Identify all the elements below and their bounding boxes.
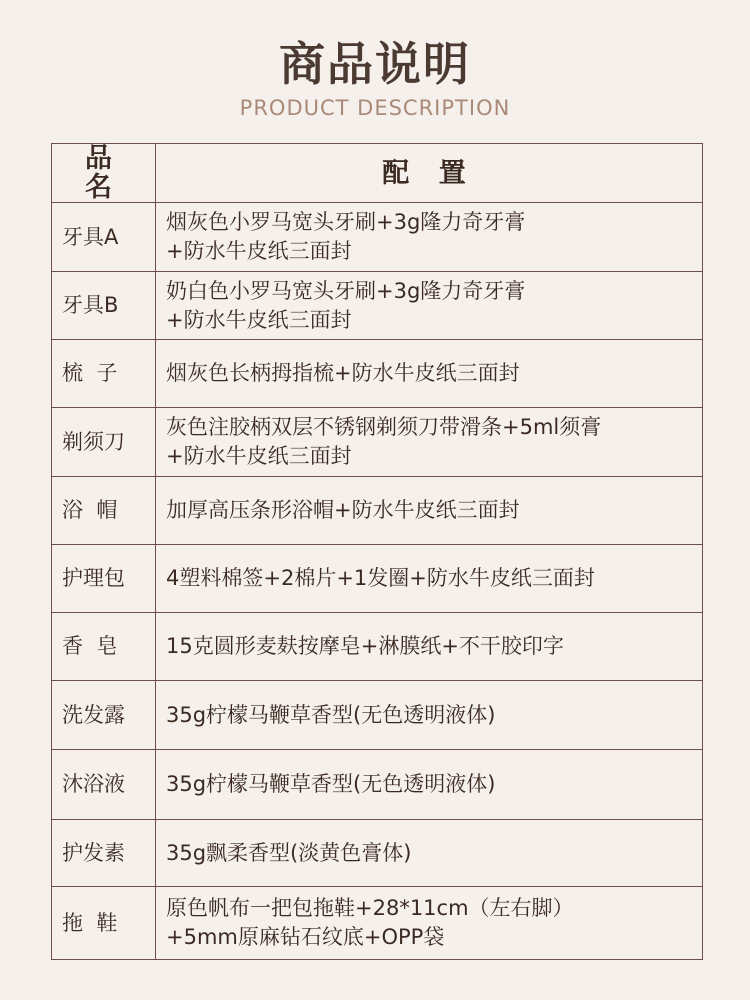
item-config-line: 15克圆形麦麸按摩皂+淋膜纸+不干胶印字 xyxy=(166,634,564,658)
item-name: 拖 鞋 xyxy=(62,910,118,935)
item-config-cell xyxy=(156,545,703,613)
item-name-cell xyxy=(52,203,156,272)
item-config-line: 35g柠檬马鞭草香型(无色透明液体) xyxy=(166,702,496,727)
item-name: 梳 子 xyxy=(62,361,118,385)
item-config-line: 加厚高压条形浴帽+防水牛皮纸三面封 xyxy=(166,498,520,522)
item-config-cell xyxy=(156,272,703,340)
item-config-line: 奶白色小罗马宽头牙刷+3g隆力奇牙膏 xyxy=(166,278,526,303)
item-config-line: 35g飘柔香型(淡黄色膏体) xyxy=(166,840,412,865)
page-subtitle: PRODUCT DESCRIPTION xyxy=(239,96,511,120)
item-config-cell xyxy=(156,408,703,477)
product-spec-table xyxy=(51,143,703,960)
item-config-cell xyxy=(156,477,703,545)
item-config-line: +防水牛皮纸三面封 xyxy=(166,239,352,263)
table-header-row xyxy=(52,144,703,203)
item-name-cell xyxy=(52,545,156,613)
item-name-cell xyxy=(52,887,156,960)
item-name-cell xyxy=(52,477,156,545)
table-row xyxy=(52,750,703,820)
item-config-cell xyxy=(156,203,703,272)
page-title: 商品说明 xyxy=(279,37,471,91)
table-row xyxy=(52,545,703,613)
item-name: 浴 帽 xyxy=(62,498,118,522)
item-config-cell xyxy=(156,681,703,750)
item-config-line: 35g柠檬马鞭草香型(无色透明液体) xyxy=(166,772,496,796)
table-row xyxy=(52,272,703,340)
item-config-line: 烟灰色小罗马宽头牙刷+3g隆力奇牙膏 xyxy=(166,210,526,234)
item-config-cell xyxy=(156,887,703,960)
item-name-cell xyxy=(52,681,156,750)
table-row xyxy=(52,613,703,681)
table-row xyxy=(52,887,703,960)
column-header-name: 品 名 xyxy=(52,144,156,203)
item-name-cell xyxy=(52,820,156,887)
item-config-line: +防水牛皮纸三面封 xyxy=(166,444,352,468)
item-name: 护发素 xyxy=(62,840,125,865)
item-config-cell xyxy=(156,613,703,681)
table-row xyxy=(52,408,703,477)
column-header-config: 配 置 xyxy=(156,144,703,203)
table-row xyxy=(52,340,703,408)
item-name-cell xyxy=(52,750,156,820)
table-row xyxy=(52,477,703,545)
item-config-cell xyxy=(156,340,703,408)
item-config-cell xyxy=(156,750,703,820)
item-name: 牙具B xyxy=(62,293,119,317)
item-name: 护理包 xyxy=(62,566,125,590)
item-name-cell xyxy=(52,613,156,681)
table-row xyxy=(52,820,703,887)
item-name-cell xyxy=(52,272,156,340)
item-config-line: 烟灰色长柄拇指梳+防水牛皮纸三面封 xyxy=(166,361,520,385)
item-config-cell xyxy=(156,820,703,887)
item-name-cell xyxy=(52,408,156,477)
item-name: 牙具A xyxy=(62,224,119,249)
item-config-line: +防水牛皮纸三面封 xyxy=(166,307,352,332)
table-row xyxy=(52,681,703,750)
item-name: 洗发露 xyxy=(62,702,125,727)
item-name: 沐浴液 xyxy=(62,772,125,796)
table-row xyxy=(52,203,703,272)
item-name-cell xyxy=(52,340,156,408)
item-config-line: +5mm原麻钻石纹底+OPP袋 xyxy=(166,925,445,949)
item-config-line: 灰色注胶柄双层不锈钢剃须刀带滑条+5ml须膏 xyxy=(166,415,602,439)
item-config-line: 4塑料棉签+2棉片+1发圈+防水牛皮纸三面封 xyxy=(166,566,595,590)
item-name: 剃须刀 xyxy=(62,429,125,454)
item-name: 香 皂 xyxy=(62,634,118,658)
item-config-line: 原色帆布一把包拖鞋+28*11cm（左右脚） xyxy=(166,896,574,920)
